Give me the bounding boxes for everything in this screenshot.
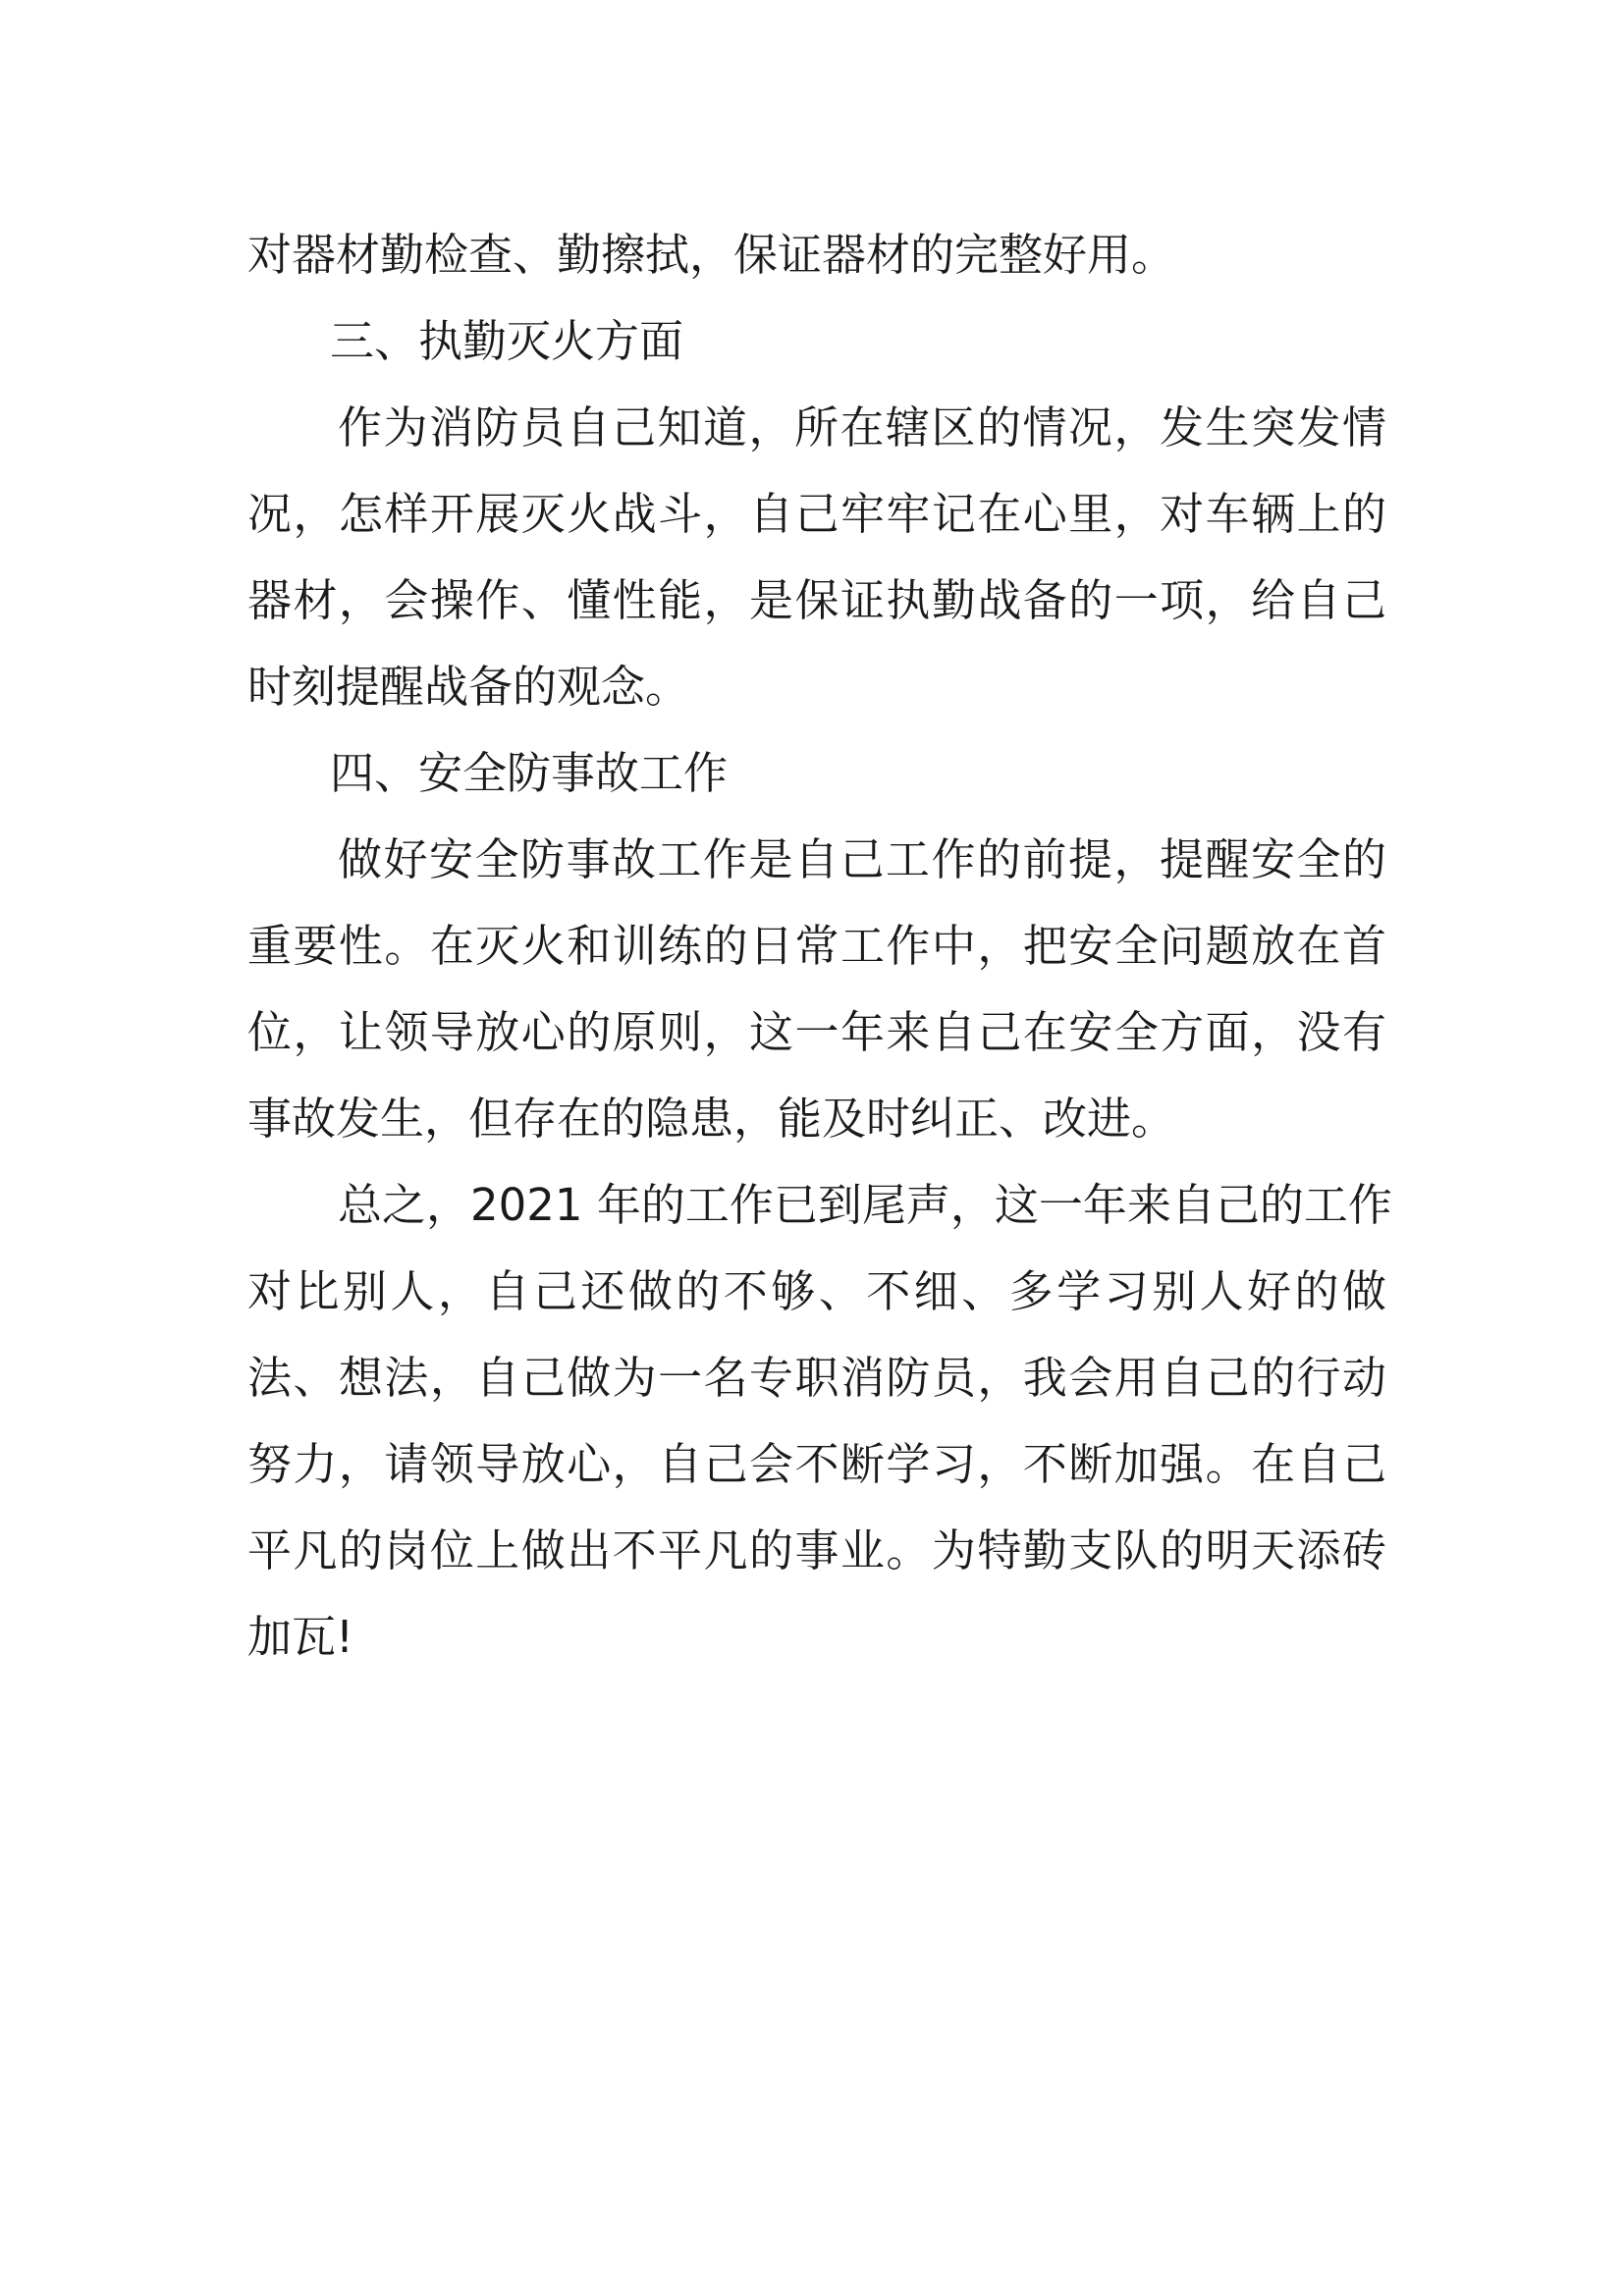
- paragraph-line: 对比别人，自己还做的不够、不细、多学习别人好的做: [247, 1265, 1386, 1317]
- paragraph-line: 法、想法，自己做为一名专职消防员，我会用自己的行动: [247, 1352, 1386, 1404]
- paragraph-line: 对器材勤检查、勤擦拭，保证器材的完整好用。: [247, 229, 1176, 281]
- paragraph-line: 时刻提醒战备的观念。: [247, 661, 690, 713]
- paragraph-line: 努力，请领导放心，自己会不断学习，不断加强。在自己: [247, 1438, 1386, 1490]
- paragraph-line: 事故发生，但存在的隐患，能及时纠正、改进。: [247, 1093, 1176, 1145]
- paragraph-line: 总之，2021 年的工作已到尾声，这一年来自己的工作: [338, 1179, 1392, 1231]
- paragraph-line: 器材，会操作、懂性能，是保证执勤战备的一项，给自己: [247, 574, 1386, 626]
- paragraph-line: 作为消防员自己知道，所在辖区的情况，发生突发情: [338, 401, 1386, 454]
- paragraph-line: 加瓦!: [247, 1611, 354, 1663]
- paragraph-line: 平凡的岗位上做出不平凡的事业。为特勤支队的明天添砖: [247, 1524, 1386, 1576]
- section-heading-firefighting: 三、执勤灭火方面: [330, 315, 684, 367]
- paragraph-line: 况，怎样开展灭火战斗，自己牢牢记在心里，对车辆上的: [247, 488, 1386, 540]
- paragraph-line: 做好安全防事故工作是自己工作的前提，提醒安全的: [338, 833, 1386, 885]
- paragraph-line: 位，让领导放心的原则，这一年来自己在安全方面，没有: [247, 1006, 1386, 1058]
- section-heading-safety: 四、安全防事故工作: [330, 747, 729, 799]
- paragraph-line: 重要性。在灭火和训练的日常工作中，把安全问题放在首: [247, 920, 1386, 972]
